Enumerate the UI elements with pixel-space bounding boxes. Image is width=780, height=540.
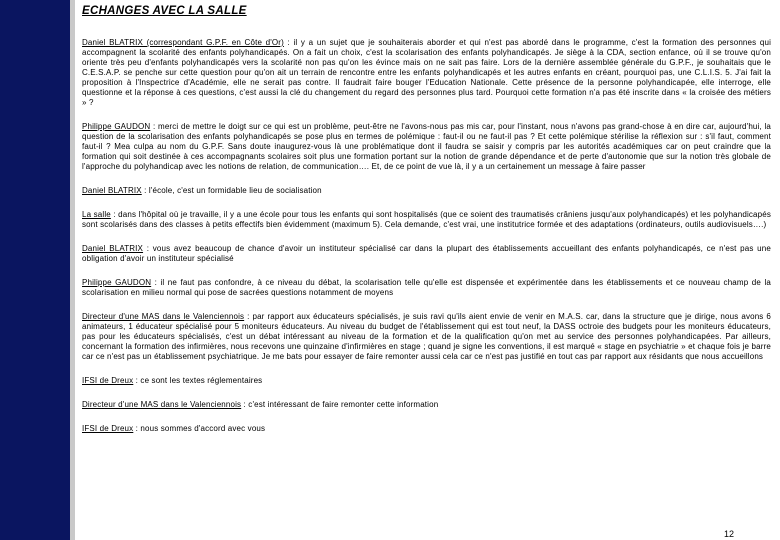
document-content — [82, 5, 771, 448]
paragraph-text: : ce sont les textes réglementaires — [133, 376, 263, 385]
document-page — [70, 0, 780, 540]
speaker-name: Directeur d'une MAS dans le Valenciennois — [82, 400, 242, 409]
paragraph-text: : il ne faut pas confondre, à ce niveau du débat, la scolarisation telle qu'elle est dispensée et expérimentée dans les établissements et ce nouveau champ de la scolarisation en milieu normal qui pose de sacrées questions notamment de moyens — [82, 278, 771, 297]
paragraph-text: : il y a un sujet que je souhaiterais aborder et qui n'est pas abordé dans le programme, c'est la formation des personnes qui accompagnent la scolarité des enfants polyhandicapés. On a fait un choix, c'est la scolarisation des enfants polyhandicapés. Je siège à la CDA, section enfance, où il se trouve qu'on oriente très peu d'enfants polyhandicapés vers la scolarité non pas qu'on les évince mais on ne sait pas faire. Lors de la dernière assemblée générale du G.P.F., je souhaitais que le C.E.S.A.P. se penche sur cette question pour qu'on ait un terrain de rencontre entre les enfants polyhandicapés et les autres enfants en créant, pourquoi pas, une C.L.I.S. 5. J'ai fait la proposition à l'Inspectrice d'Académie, elle ne serait pas contre. Il faudrait faire bouger l'Education Nationale. Cette présence de la personne polyhandicapée, elle interroge, elle questionne et la réponse à ces questions, c'est aussi la clé du changement du regard des personnes plus tard. Pourquoi cette formation n'a pas été inscrite dans « la croisée des métiers » ? — [82, 38, 771, 107]
paragraph-text: : par rapport aux éducateurs spécialisés, je suis ravi qu'ils aient envie de venir en M.A.S. car, dans la structure que je dirige, nous avons 6 animateurs, 1 éducateur spécialisé pour 5 moniteurs éducateurs. Au niveau du budget de l'établissement qui est tout neuf, la DASS octroie des budgets pour les moniteurs éducateurs, pas pour les éducateurs spécialisés, c'est un débat intéressant au niveau de la formation et de la qualification qu'on met au service des personnes polyhandicapées. Par ailleurs, concernant la formation des infirmières, nous recevons une quinzaine d'infirmières en stage ; quand je signe les conventions, il est marqué « stage en psychiatrie » et chaque fois je barre car ce n'est pas un établissement psychiatrique. Je me bats pour essayer de faire remonter aussi cela car ce n'est pas justifié en tout cas par rapport aux résidants que nous accueillons — [82, 312, 772, 361]
paragraph-text: : c'est intéressant de faire remonter cette information — [241, 400, 439, 409]
paragraph — [82, 38, 771, 108]
speaker-name: IFSI de Dreux — [82, 424, 134, 433]
paragraph-list — [82, 38, 771, 434]
speaker-name: Philippe GAUDON — [82, 122, 151, 131]
speaker-name: Daniel BLATRIX — [82, 186, 142, 195]
paragraph — [82, 424, 771, 434]
speaker-name: Philippe GAUDON — [82, 278, 152, 287]
speaker-name: Daniel BLATRIX — [82, 244, 144, 253]
paragraph-text: : vous avez beaucoup de chance d'avoir un instituteur spécialisé car dans la plupart des établissements accueillant des enfants polyhandicapés, ce n'est pas une obligation d'avoir un instituteur spécialisé — [82, 244, 771, 263]
paragraph — [82, 244, 771, 264]
paragraph — [82, 278, 771, 298]
paragraph — [82, 376, 771, 386]
paragraph-text: : dans l'hôpital où je travaille, il y a une école pour tous les enfants qui sont hospitalisés (que ce soient des traumatisés crâniens jusqu'aux polyhandicapés) et les polyhandicapés sont scolarisés dans des classes à petits effectifs bien évidemment (maximum 5). Cela demande, c'est vrai, une institutrice formée et des adaptations (ordinateurs, outils audiovisuels….) — [82, 210, 772, 229]
speaker-name: IFSI de Dreux — [82, 376, 134, 385]
speaker-name: Daniel BLATRIX (correspondant G.P.F. en Côte d'Or) — [82, 38, 284, 47]
speaker-name: Directeur d'une MAS dans le Valenciennois — [82, 312, 245, 321]
paragraph-text: : l'école, c'est un formidable lieu de socialisation — [141, 186, 322, 195]
paragraph — [82, 312, 771, 362]
speaker-name: La salle — [82, 210, 111, 219]
paragraph — [82, 122, 771, 172]
page-title: ECHANGES AVEC LA SALLE — [82, 5, 247, 17]
paragraph — [82, 400, 771, 410]
paragraph — [82, 210, 771, 230]
paragraph-text: : nous sommes d'accord avec vous — [133, 424, 266, 433]
paragraph — [82, 186, 771, 196]
paragraph-text: : merci de mettre le doigt sur ce qui est un problème, peut-être ne l'avons-nous pas mis car, pour l'instant, nous n'avons pas grand-chose à en dire car, aujourd'hui, la question de la scolarisation des enfants polyhandicapés se pose plus en termes de polémique : faut-il ou ne faut-il pas ? Et cette polémique stérilise la réflexion sur : s'il faut, comment faut-il ? Mea culpa au nom du G.P.F. Sans doute inaugurez-vous là une problématique dont il faudra se saisir y compris par les autorités académiques car on peut craindre que la formation qui soit destinée à ces accompagnants scolaires soit plus une formation portant sur la notion de grande dépendance et de perte d'autonomie que sur la notion très globale de l'approche du polyhandicap avec les notions de relation, de communication…. Et, de ce point de vue là, il y a un certainement un message à faire passer — [82, 122, 771, 171]
page-number: 12 — [723, 529, 734, 539]
